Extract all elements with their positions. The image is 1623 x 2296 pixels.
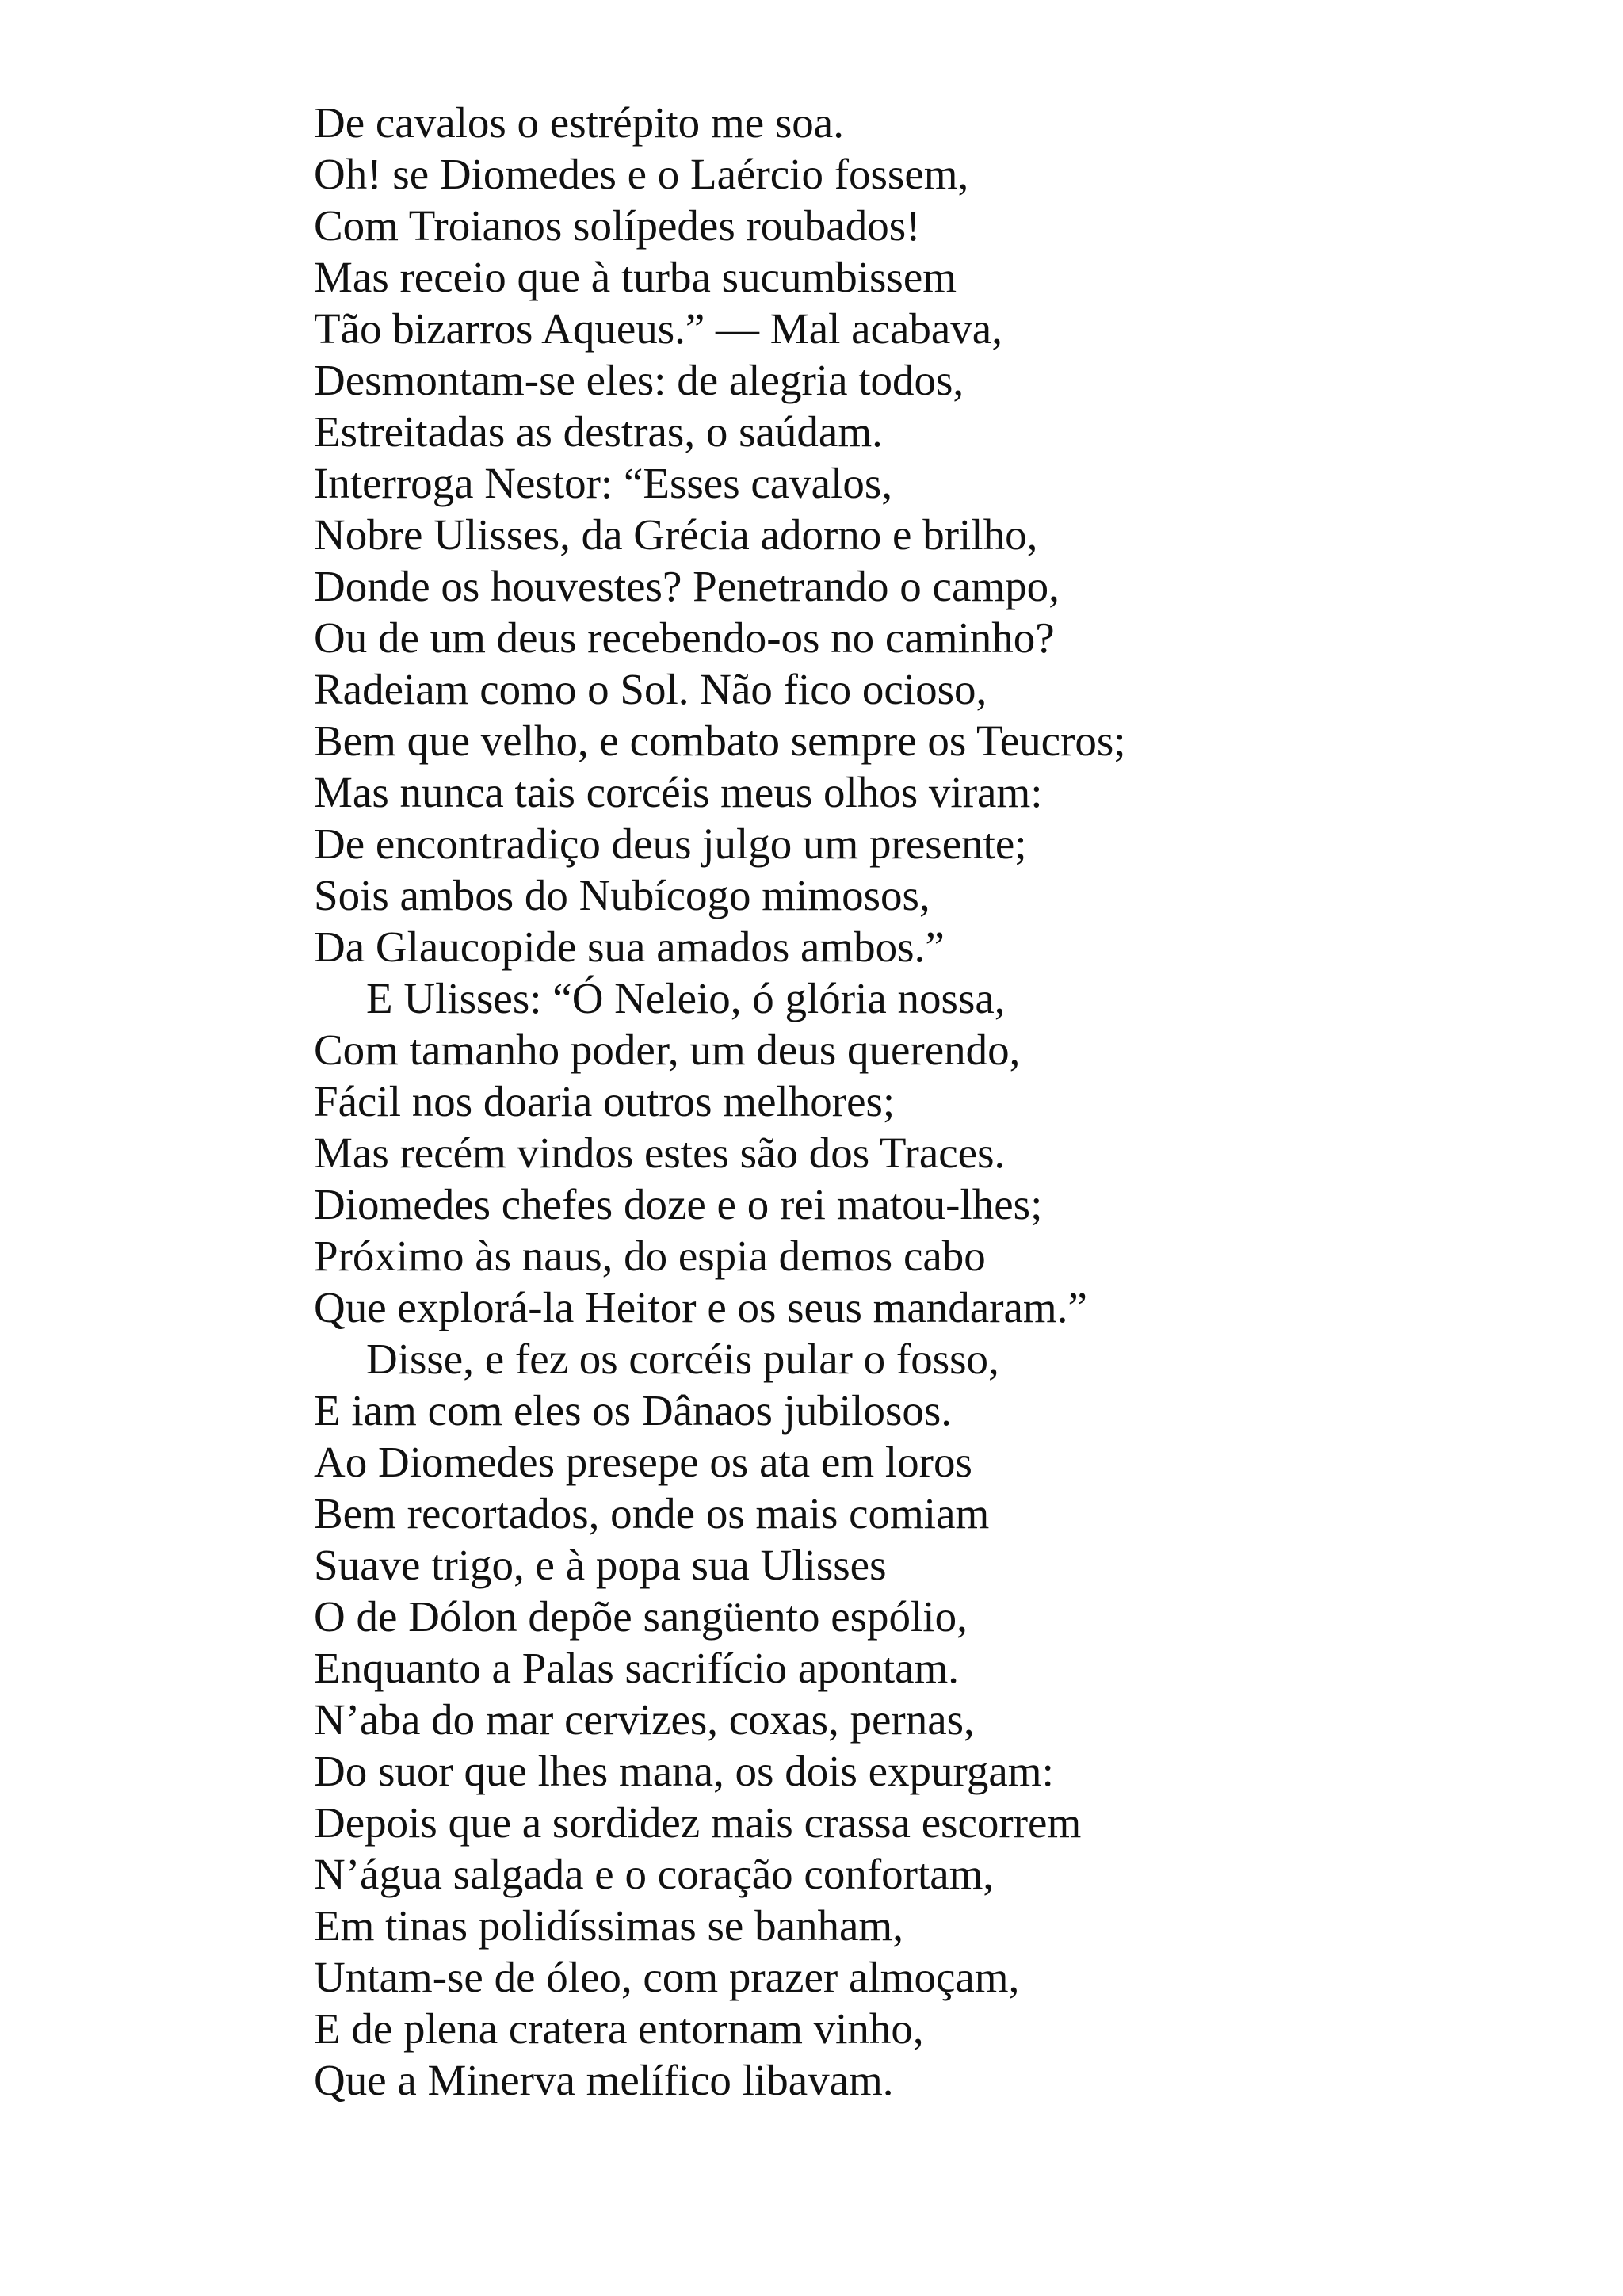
poem-line: N’água salgada e o coração confortam, [314, 1850, 995, 1898]
poem-line: Estreitadas as destras, o saúdam. [314, 407, 883, 456]
poem-line: Suave trigo, e à popa sua Ulisses [314, 1541, 887, 1589]
poem-line: Que explorá-la Heitor e os seus mandaram.” [314, 1283, 1087, 1331]
poem-line: Mas receio que à turba sucumbissem [314, 253, 957, 301]
poem-line: Bem que velho, e combato sempre os Teucros; [314, 716, 1126, 765]
poem-line: Tão bizarros Aqueus.” — Mal acabava, [314, 304, 1002, 353]
poem-line: Depois que a sordidez mais crassa escorrem [314, 1798, 1082, 1847]
poem-line: Enquanto a Palas sacrifício apontam. [314, 1644, 960, 1692]
poem-line: Radeiam como o Sol. Não fico ocioso, [314, 665, 987, 713]
poem-line: Com Troianos solípedes roubados! [314, 201, 921, 250]
poem-line: E de plena cratera entornam vinho, [314, 2004, 924, 2053]
poem-line: Da Glaucopide sua amados ambos.” [314, 923, 945, 971]
poem-line: Disse, e fez os corcéis pular o fosso, [366, 1335, 999, 1383]
poem-line: N’aba do mar cervizes, coxas, pernas, [314, 1695, 975, 1744]
poem-line: Mas nunca tais corcéis meus olhos viram: [314, 768, 1043, 816]
poem-line: Com tamanho poder, um deus querendo, [314, 1026, 1021, 1074]
poem-line: Untam-se de óleo, com prazer almoçam, [314, 1953, 1020, 2001]
poem-text-block [314, 97, 1582, 2106]
poem-line: Próximo às naus, do espia demos cabo [314, 1232, 986, 1280]
poem-line: Bem recortados, onde os mais comiam [314, 1489, 990, 1538]
poem-line: E Ulisses: “Ó Neleio, ó glória nossa, [366, 974, 1006, 1022]
poem-line: De encontradiço deus julgo um presente; [314, 819, 1027, 868]
poem-line: Em tinas polidíssimas se banham, [314, 1901, 903, 1950]
poem-line: Fácil nos doaria outros melhores; [314, 1077, 896, 1125]
poem-line: Sois ambos do Nubícogo mimosos, [314, 871, 930, 919]
poem-line: Mas recém vindos estes são dos Traces. [314, 1129, 1006, 1177]
poem-line: Nobre Ulisses, da Grécia adorno e brilho, [314, 510, 1038, 559]
poem-line: Diomedes chefes doze e o rei matou-lhes; [314, 1180, 1043, 1228]
poem-line: De cavalos o estrépito me soa. [314, 98, 844, 147]
poem-line: Interroga Nestor: “Esses cavalos, [314, 459, 893, 507]
poem-line: O de Dólon depõe sangüento espólio, [314, 1592, 968, 1641]
poem-line: Desmontam-se eles: de alegria todos, [314, 356, 964, 404]
poem-line: Ao Diomedes presepe os ata em loros [314, 1438, 972, 1486]
poem-line: Do suor que lhes mana, os dois expurgam: [314, 1747, 1054, 1795]
poem-line: Que a Minerva melífico libavam. [314, 2056, 894, 2104]
poem-line: Oh! se Diomedes e o Laércio fossem, [314, 150, 969, 198]
poem-line: Donde os houvestes? Penetrando o campo, [314, 562, 1060, 610]
poem-line: Ou de um deus recebendo-os no caminho? [314, 613, 1055, 662]
poem-line: E iam com eles os Dânaos jubilosos. [314, 1386, 953, 1435]
